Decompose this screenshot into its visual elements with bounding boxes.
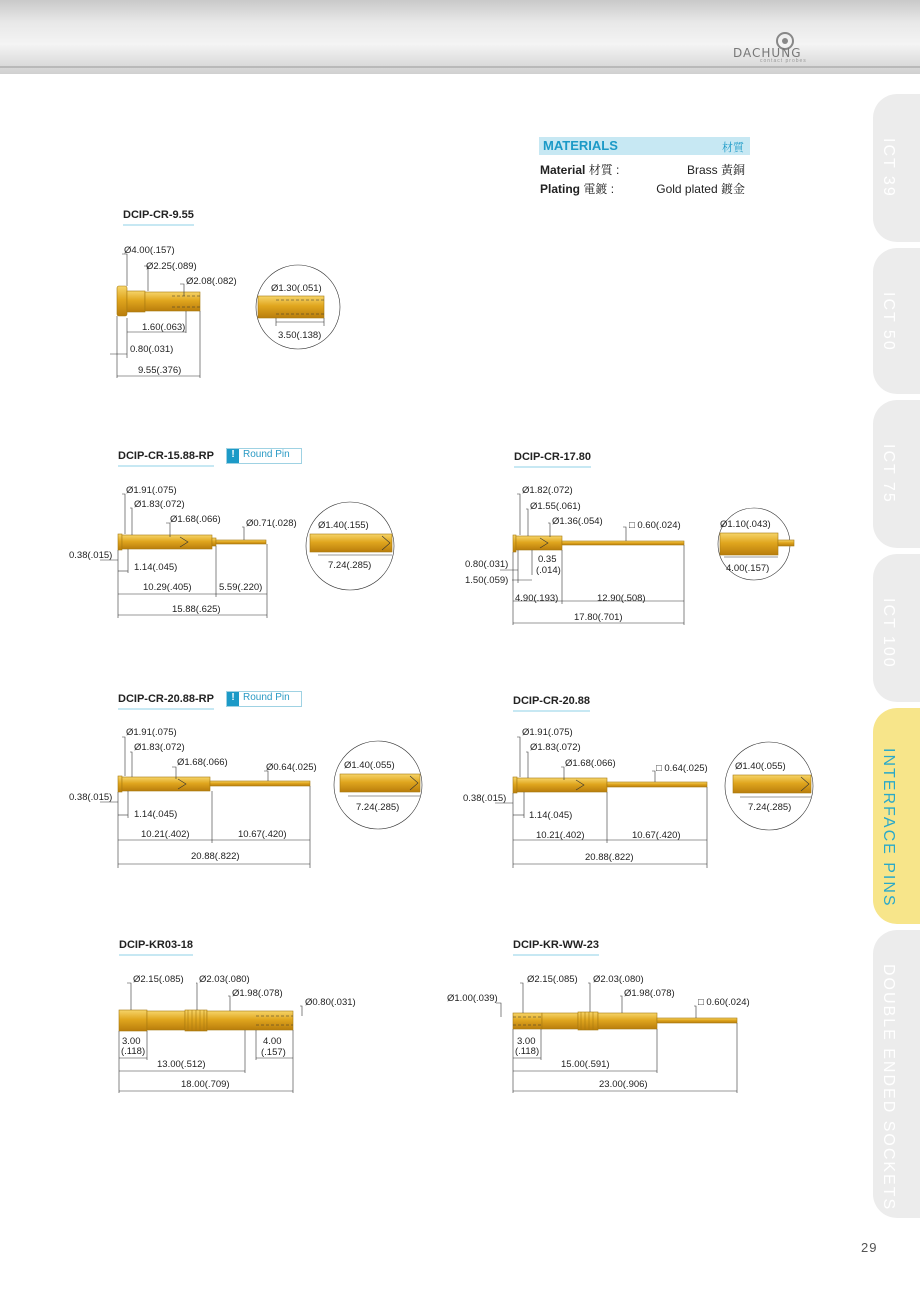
dim-label: 4.00(.157) bbox=[726, 563, 770, 574]
dim-label: 10.29(.405) bbox=[143, 582, 192, 593]
dim-label: 10.21(.402) bbox=[141, 829, 190, 840]
dim-label: 10.67(.420) bbox=[238, 829, 287, 840]
dim-label: 13.00(.512) bbox=[157, 1059, 206, 1070]
dim-label: Ø0.80(.031) bbox=[305, 997, 356, 1008]
dim-label: 4.00 bbox=[263, 1036, 282, 1047]
dim-label: 3.00 bbox=[517, 1036, 536, 1047]
dim-label: □ 0.64(.025) bbox=[656, 763, 708, 774]
product-title: DCIP-CR-20.88-RP bbox=[118, 693, 214, 710]
dim-label: Ø1.83(.072) bbox=[134, 742, 185, 753]
dim-label: 18.00(.709) bbox=[181, 1079, 230, 1090]
product-title: DCIP-CR-15.88-RP bbox=[118, 450, 214, 467]
materials-title: MATERIALS bbox=[543, 138, 618, 153]
tab-ict-100[interactable]: ICT 100 bbox=[873, 554, 920, 702]
dim-label: Ø1.36(.054) bbox=[552, 516, 603, 527]
dim-label: 0.80(.031) bbox=[465, 559, 509, 570]
dim-label: Ø1.55(.061) bbox=[530, 501, 581, 512]
round-pin-badge: ! Round Pin bbox=[226, 448, 302, 464]
dim-label: Ø1.68(.066) bbox=[177, 757, 228, 768]
dim-label: Ø1.82(.072) bbox=[522, 485, 573, 496]
dim-label: Ø1.68(.066) bbox=[565, 758, 616, 769]
pin-drawing-p2 bbox=[100, 494, 394, 618]
materials-title-cn: 材質 bbox=[722, 142, 744, 154]
dim-label: Ø1.10(.043) bbox=[720, 519, 771, 530]
dim-label: 7.24(.285) bbox=[356, 802, 400, 813]
dim-label: (.118) bbox=[121, 1046, 146, 1057]
dim-label: 10.67(.420) bbox=[632, 830, 681, 841]
brand-logo: DACHUNG bbox=[733, 46, 802, 60]
tab-interface-pins[interactable]: INTERFACE PINS bbox=[873, 708, 920, 924]
dim-label: 0.35 bbox=[538, 554, 557, 565]
dim-label: 12.90(.508) bbox=[597, 593, 646, 604]
tab-double-ended-sockets[interactable]: DOUBLE ENDED SOCKETS bbox=[873, 930, 920, 1218]
dim-label: Ø1.00(.039) bbox=[447, 993, 498, 1004]
dim-label: Ø2.15(.085) bbox=[527, 974, 578, 985]
dim-label: 3.50(.138) bbox=[278, 330, 322, 341]
dim-label: Ø2.03(.080) bbox=[199, 974, 250, 985]
dim-label: Ø2.03(.080) bbox=[593, 974, 644, 985]
round-pin-badge: ! Round Pin bbox=[226, 691, 302, 707]
dim-label: (.118) bbox=[515, 1046, 540, 1057]
info-icon: ! bbox=[227, 692, 239, 706]
dim-label: Ø1.91(.075) bbox=[522, 727, 573, 738]
dim-label: Ø1.91(.075) bbox=[126, 485, 177, 496]
pin-drawing-p1 bbox=[110, 254, 340, 378]
dim-label: Ø1.30(.051) bbox=[271, 283, 322, 294]
dim-label: 20.88(.822) bbox=[585, 852, 634, 863]
product-title: DCIP-KR03-18 bbox=[119, 939, 193, 956]
dim-label: Ø1.98(.078) bbox=[624, 988, 675, 999]
brand-tagline: contact probes bbox=[760, 58, 807, 64]
dim-label: 0.38(.015) bbox=[69, 792, 113, 803]
dim-label: 5.59(.220) bbox=[219, 582, 263, 593]
product-title: DCIP-CR-17.80 bbox=[514, 451, 591, 468]
dim-label: 1.14(.045) bbox=[134, 809, 178, 820]
dim-label: 7.24(.285) bbox=[328, 560, 372, 571]
product-title: DCIP-CR-9.55 bbox=[123, 209, 194, 226]
dim-label: □ 0.60(.024) bbox=[698, 997, 750, 1008]
product-title: DCIP-CR-20.88 bbox=[513, 695, 590, 712]
dim-label: 20.88(.822) bbox=[191, 851, 240, 862]
dim-label: Ø1.40(.055) bbox=[344, 760, 395, 771]
dim-label: 15.00(.591) bbox=[561, 1059, 610, 1070]
dim-label: 3.00 bbox=[122, 1036, 141, 1047]
dim-label: 7.24(.285) bbox=[748, 802, 792, 813]
dim-label: Ø1.83(.072) bbox=[530, 742, 581, 753]
dim-label: Ø1.98(.078) bbox=[232, 988, 283, 999]
dim-label: Ø1.40(.055) bbox=[735, 761, 786, 772]
dim-label: Ø1.68(.066) bbox=[170, 514, 221, 525]
tab-ict-50[interactable]: ICT 50 bbox=[873, 248, 920, 394]
dim-label: Ø1.91(.075) bbox=[126, 727, 177, 738]
dim-label: Ø2.15(.085) bbox=[133, 974, 184, 985]
dim-label: Ø4.00(.157) bbox=[124, 245, 175, 256]
page-number: 29 bbox=[861, 1240, 878, 1255]
dim-label: 0.38(.015) bbox=[69, 550, 113, 561]
dim-label: 0.38(.015) bbox=[463, 793, 507, 804]
tab-ict-39[interactable]: ICT 39 bbox=[873, 94, 920, 242]
dim-label: 23.00(.906) bbox=[599, 1079, 648, 1090]
dim-label: 17.80(.701) bbox=[574, 612, 623, 623]
info-icon: ! bbox=[227, 449, 239, 463]
dim-label: 4.90(.193) bbox=[515, 593, 559, 604]
tab-ict-75[interactable]: ICT 75 bbox=[873, 400, 920, 548]
dim-label: Ø1.40(.155) bbox=[318, 520, 369, 531]
product-title: DCIP-KR-WW-23 bbox=[513, 939, 599, 956]
dim-label: Ø2.25(.089) bbox=[146, 261, 197, 272]
dim-label: (.014) bbox=[536, 565, 561, 576]
dim-label: 1.60(.063) bbox=[142, 322, 186, 333]
dim-label: 9.55(.376) bbox=[138, 365, 182, 376]
dim-label: 1.14(.045) bbox=[134, 562, 178, 573]
dim-label: Ø0.64(.025) bbox=[266, 762, 317, 773]
dim-label: 1.14(.045) bbox=[529, 810, 573, 821]
dim-label: □ 0.60(.024) bbox=[629, 520, 681, 531]
dim-label: Ø0.71(.028) bbox=[246, 518, 297, 529]
dim-label: Ø1.83(.072) bbox=[134, 499, 185, 510]
dim-label: (.157) bbox=[261, 1047, 286, 1058]
dim-label: 1.50(.059) bbox=[465, 575, 509, 586]
dim-label: 15.88(.625) bbox=[172, 604, 221, 615]
dim-label: Ø2.08(.082) bbox=[186, 276, 237, 287]
dim-label: 10.21(.402) bbox=[536, 830, 585, 841]
dim-label: 0.80(.031) bbox=[130, 344, 174, 355]
